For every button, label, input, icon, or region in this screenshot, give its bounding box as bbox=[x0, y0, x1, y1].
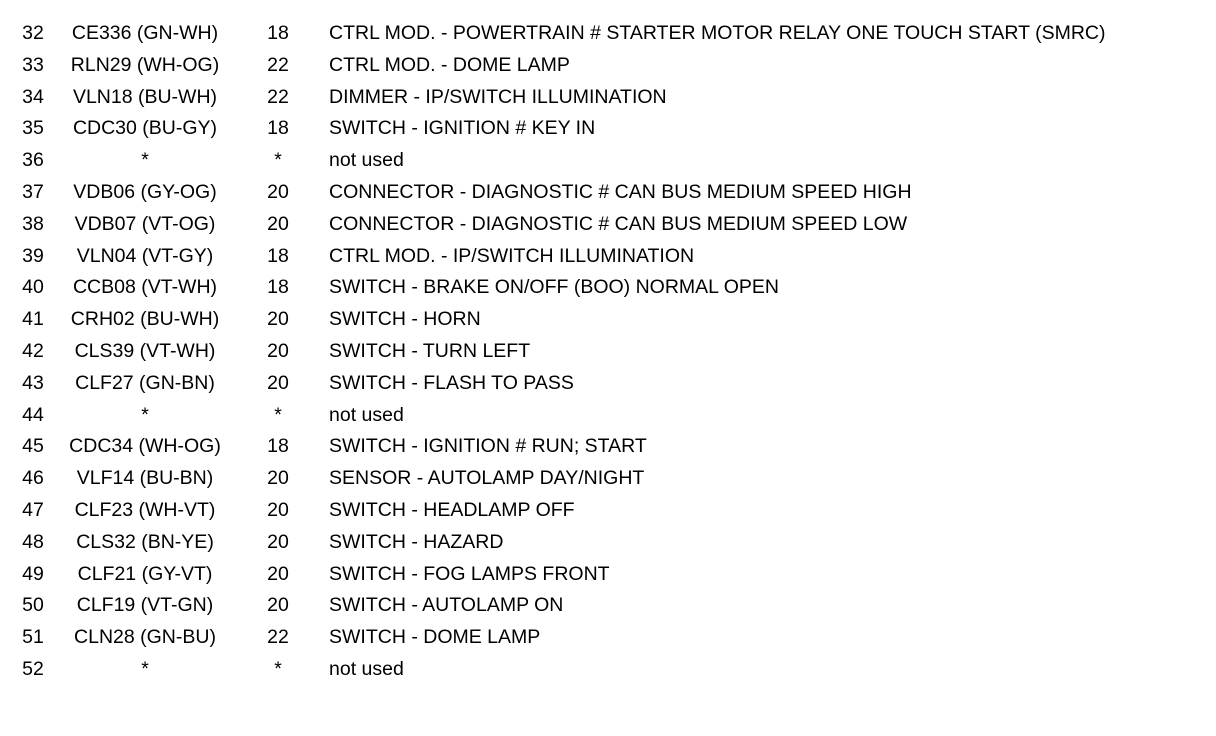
table-row bbox=[0, 145, 1216, 177]
table-row bbox=[0, 177, 1216, 209]
wire-gauge: 18 bbox=[267, 435, 289, 458]
circuit-function: SWITCH - AUTOLAMP ON bbox=[329, 594, 564, 617]
circuit-function: SWITCH - BRAKE ON/OFF (BOO) NORMAL OPEN bbox=[329, 276, 779, 299]
table-row bbox=[0, 113, 1216, 145]
circuit-code: VLN04 (VT-GY) bbox=[76, 244, 214, 267]
pin-number: 39 bbox=[22, 244, 44, 267]
circuit-function: CTRL MOD. - IP/SWITCH ILLUMINATION bbox=[329, 244, 695, 267]
pin-number: 52 bbox=[22, 657, 44, 680]
wire-gauge: 22 bbox=[267, 626, 289, 649]
circuit-function: SWITCH - HORN bbox=[329, 308, 481, 331]
circuit-function: CTRL MOD. - DOME LAMP bbox=[329, 53, 570, 76]
circuit-code: * bbox=[141, 149, 149, 172]
circuit-code: CLF23 (WH-VT) bbox=[74, 498, 216, 521]
circuit-function: SWITCH - IGNITION # KEY IN bbox=[329, 117, 596, 140]
circuit-code: CDC30 (BU-GY) bbox=[72, 117, 218, 140]
table-row bbox=[0, 336, 1216, 368]
pin-number: 48 bbox=[22, 530, 44, 553]
pin-number: 34 bbox=[22, 85, 44, 108]
pin-number: 42 bbox=[22, 339, 44, 362]
circuit-code: VLF14 (BU-BN) bbox=[76, 467, 214, 490]
wire-gauge: 20 bbox=[267, 498, 289, 521]
circuit-code: CLS39 (VT-WH) bbox=[74, 339, 216, 362]
table-row bbox=[0, 527, 1216, 559]
wire-gauge: * bbox=[274, 149, 282, 172]
table-row bbox=[0, 304, 1216, 336]
table-row bbox=[0, 82, 1216, 114]
circuit-code: VDB07 (VT-OG) bbox=[74, 212, 216, 235]
circuit-function: CONNECTOR - DIAGNOSTIC # CAN BUS MEDIUM SPEED HIGH bbox=[329, 180, 912, 203]
circuit-code: CLF27 (GN-BN) bbox=[75, 371, 215, 394]
table-row bbox=[0, 18, 1216, 50]
connector-pinout-table bbox=[0, 18, 1216, 686]
circuit-function: CONNECTOR - DIAGNOSTIC # CAN BUS MEDIUM SPEED LOW bbox=[329, 212, 908, 235]
wire-gauge: 20 bbox=[267, 562, 289, 585]
table-row bbox=[0, 463, 1216, 495]
circuit-function: SWITCH - FOG LAMPS FRONT bbox=[329, 562, 610, 585]
pin-number: 50 bbox=[22, 594, 44, 617]
circuit-function: SWITCH - IGNITION # RUN; START bbox=[329, 435, 647, 458]
circuit-function: CTRL MOD. - POWERTRAIN # STARTER MOTOR RELAY ONE TOUCH START (SMRC) bbox=[329, 22, 1106, 44]
wire-gauge: 18 bbox=[267, 22, 289, 44]
wire-gauge: 20 bbox=[267, 308, 289, 331]
table-row bbox=[0, 559, 1216, 591]
pin-number: 47 bbox=[22, 498, 44, 521]
circuit-code: * bbox=[141, 657, 149, 680]
table-row bbox=[0, 622, 1216, 654]
circuit-code: * bbox=[141, 403, 149, 426]
circuit-function: not used bbox=[329, 403, 404, 426]
pin-number: 36 bbox=[22, 149, 44, 172]
table-row bbox=[0, 400, 1216, 432]
wire-gauge: 20 bbox=[267, 339, 289, 362]
table-row bbox=[0, 654, 1216, 686]
table-row bbox=[0, 50, 1216, 82]
pin-number: 45 bbox=[22, 435, 44, 458]
table-row bbox=[0, 495, 1216, 527]
wire-gauge: 20 bbox=[267, 530, 289, 553]
wire-gauge: 20 bbox=[267, 180, 289, 203]
pin-number: 44 bbox=[22, 403, 44, 426]
circuit-code: CLF19 (VT-GN) bbox=[76, 594, 214, 617]
pin-number: 41 bbox=[22, 308, 44, 331]
circuit-function: SWITCH - HAZARD bbox=[329, 530, 504, 553]
wire-gauge: 18 bbox=[267, 117, 289, 140]
circuit-function: SWITCH - HEADLAMP OFF bbox=[329, 498, 575, 521]
table-row bbox=[0, 431, 1216, 463]
circuit-function: SENSOR - AUTOLAMP DAY/NIGHT bbox=[329, 467, 645, 490]
circuit-code: CRH02 (BU-WH) bbox=[70, 308, 220, 331]
circuit-code: RLN29 (WH-OG) bbox=[70, 53, 220, 76]
wire-gauge: * bbox=[274, 657, 282, 680]
wire-gauge: 20 bbox=[267, 371, 289, 394]
pin-number: 40 bbox=[22, 276, 44, 299]
circuit-code: CDC34 (WH-OG) bbox=[69, 435, 221, 458]
pin-number: 49 bbox=[22, 562, 44, 585]
circuit-function: not used bbox=[329, 149, 404, 172]
pin-number: 46 bbox=[22, 467, 44, 490]
table-row bbox=[0, 368, 1216, 400]
wire-gauge: 18 bbox=[267, 276, 289, 299]
pin-number: 38 bbox=[22, 212, 44, 235]
table-row bbox=[0, 590, 1216, 622]
circuit-code: VLN18 (BU-WH) bbox=[72, 85, 218, 108]
wire-gauge: 22 bbox=[267, 53, 289, 76]
pin-number: 35 bbox=[22, 117, 44, 140]
circuit-function: not used bbox=[329, 657, 404, 680]
circuit-function: DIMMER - IP/SWITCH ILLUMINATION bbox=[329, 85, 667, 108]
wire-gauge: 22 bbox=[267, 85, 289, 108]
wire-gauge: 20 bbox=[267, 594, 289, 617]
wire-gauge: 20 bbox=[267, 212, 289, 235]
table-row bbox=[0, 272, 1216, 304]
circuit-code: CLF21 (GY-VT) bbox=[77, 562, 213, 585]
wire-gauge: * bbox=[274, 403, 282, 426]
pin-number: 37 bbox=[22, 180, 44, 203]
circuit-code: CLS32 (BN-YE) bbox=[76, 530, 214, 553]
pin-number: 32 bbox=[22, 22, 44, 44]
circuit-function: SWITCH - DOME LAMP bbox=[329, 626, 541, 649]
circuit-code: CLN28 (GN-BU) bbox=[74, 626, 216, 649]
pin-number: 51 bbox=[22, 626, 44, 649]
pin-number: 43 bbox=[22, 371, 44, 394]
circuit-code: CCB08 (VT-WH) bbox=[72, 276, 218, 299]
pin-number: 33 bbox=[22, 53, 44, 76]
circuit-code: CE336 (GN-WH) bbox=[71, 22, 219, 44]
circuit-function: SWITCH - TURN LEFT bbox=[329, 339, 531, 362]
circuit-code: VDB06 (GY-OG) bbox=[73, 180, 217, 203]
table-row bbox=[0, 209, 1216, 241]
table-row bbox=[0, 241, 1216, 273]
wire-gauge: 18 bbox=[267, 244, 289, 267]
wire-gauge: 20 bbox=[267, 467, 289, 490]
circuit-function: SWITCH - FLASH TO PASS bbox=[329, 371, 574, 394]
